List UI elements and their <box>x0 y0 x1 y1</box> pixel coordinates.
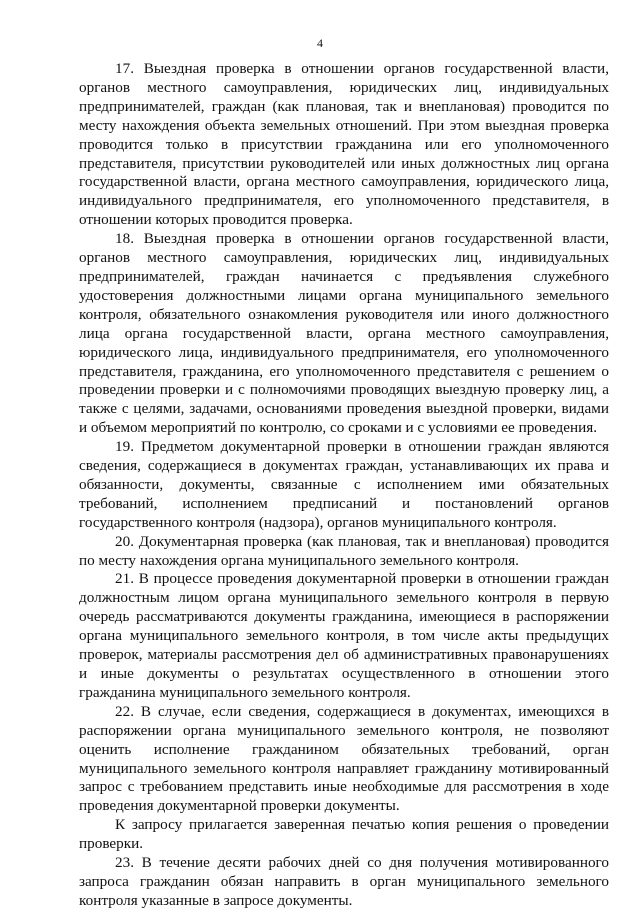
paragraph-19: 19. Предметом документарной проверки в отношении граждан являются сведения, содержащиеся в документах граждан, устанавливающих их права и обязанности, документы, связанные с исполнением ими обязательных требований, исполнением предписаний и постановлений органов государственного контроля (надзора), органов муниципального контроля. <box>79 438 609 531</box>
paragraph-23: 23. В течение десяти рабочих дней со дня получения мотивированного запроса гражданин обязан направить в орган муниципального земельного контроля указанные в запросе документы. <box>79 854 609 909</box>
document-body <box>79 60 609 911</box>
paragraph-18: 18. Выездная проверка в отношении органов государственной власти, органов местного самоуправления, юридических лиц, индивидуальных предпринимателей, граждан начинается с предъявления служебного удостоверения должностными лицами органа муниципального земельного контроля, обязательного ознакомления руководителя или иного должностного лица органа государственной власти, органа местного самоуправления, юридического лица, индивидуального предпринимателя, его уполномоченного представителя, гражданина, его уполномоченного представителя с решением о проведении проверки и с полномочиями проводящих выездную проверку лиц, а также с целями, задачами, основаниями проведения выездной проверки, видами и объемом мероприятий по контролю, со сроками и с условиями ее проведения. <box>79 230 609 437</box>
paragraph-21: 21. В процессе проведения документарной проверки в отношении граждан должностным лицом органа муниципального земельного контроля в первую очередь рассматриваются документы гражданина, имеющиеся в распоряжении органа муниципального земельного контроля, в том числе акты предыдущих проверок, материалы рассмотрения дел об административных правонарушениях и иные документы о результатах осуществленного в отношении этого гражданина муниципального земельного контроля. <box>79 570 609 701</box>
paragraph-17: 17. Выездная проверка в отношении органов государственной власти, органов местного самоуправления, юридических лиц, индивидуальных предпринимателей, граждан (как плановая, так и внеплановая) проводится по месту нахождения объекта земельных отношений. При этом выездная проверка проводится только в присутствии гражданина или его уполномоченного представителя, присутствии руководителей или иных должностных лиц органа государственной власти, органа местного самоуправления, юридического лица, индивидуального предпринимателя, его уполномоченного представителя, в отношении которых проводится проверка. <box>79 60 609 229</box>
page-number: 4 <box>317 36 323 50</box>
paragraph-20: 20. Документарная проверка (как плановая, так и внеплановая) проводится по месту нахождения органа муниципального земельного контроля. <box>79 532 609 569</box>
paragraph-request-attachment: К запросу прилагается заверенная печатью копия решения о проведении проверки. <box>79 816 609 853</box>
paragraph-22: 22. В случае, если сведения, содержащиеся в документах, имеющихся в распоряжении органа муниципального земельного контроля, не позволяют оценить исполнение гражданином обязательных требований, орган муниципального земельного контроля направляет гражданину мотивированный запрос с требованием представить иные необходимые для рассмотрения в ходе проведения документарной проверки документы. <box>79 702 609 815</box>
